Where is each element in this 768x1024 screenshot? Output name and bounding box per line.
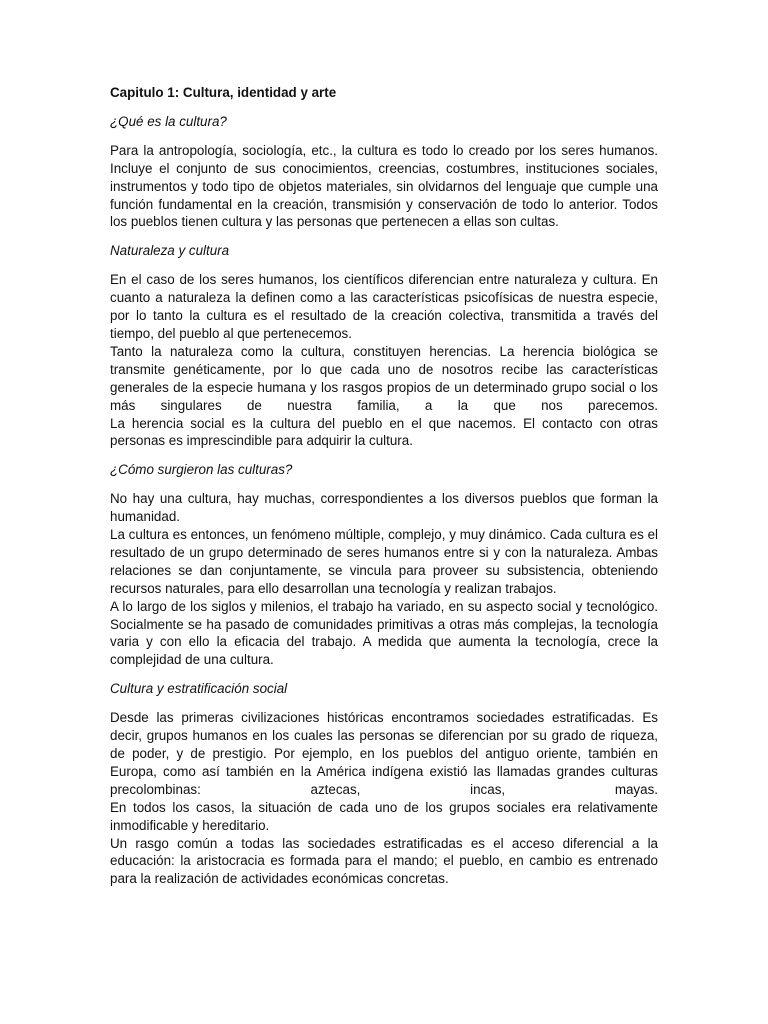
paragraph: A lo largo de los siglos y milenios, el trabajo ha variado, en su aspecto social y tecnológico. Socialmente se ha pasado de comunidades primitivas a otras más complejas, la tecnología varia y con ello la eficacia del trabajo. A medida que aumenta la tecnología, crece la complejidad de una cultura.: [110, 598, 658, 668]
section-body-cultura-y-estratificacion-social: [110, 709, 658, 888]
section-heading-que-es-la-cultura: ¿Qué es la cultura?: [110, 113, 227, 129]
section-heading-naturaleza-y-cultura: Naturaleza y cultura: [110, 243, 230, 259]
paragraph: La herencia social es la cultura del pueblo en el que nacemos. El contacto con otras personas es imprescindible para adquirir la cultura.: [110, 415, 658, 449]
paragraph: En todos los casos, la situación de cada uno de los grupos sociales era relativamente inmodificable y hereditario.: [110, 799, 658, 833]
paragraph: En el caso de los seres humanos, los científicos diferencian entre naturaleza y cultura. En cuanto a naturaleza la definen como a las características psicofísicas de nuestra especie, por lo tanto la cultura es el resultado de la creación colectiva, transmitida a través del tiempo, del pueblo al que pertenecemos.: [110, 272, 658, 341]
paragraph: Para la antropología, sociología, etc., la cultura es todo lo creado por los seres humanos. Incluye el conjunto de sus conocimientos, creencias, costumbres, instituciones sociales, instrumentos y todo tipo de objetos materiales, sin olvidarnos del lenguaje que cumple una función fundamental en la creación, transmisión y conservación de todo lo anterior. Todos los pueblos tienen cultura y las personas que pertenecen a ellas son cultas.: [110, 142, 658, 230]
section-heading-como-surgieron-las-culturas: ¿Cómo surgieron las culturas?: [110, 462, 293, 478]
paragraph: Un rasgo común a todas las sociedades estratificadas es el acceso diferencial a la educación: la aristocracia es formada para el mando; el pueblo, en cambio es entrenado para la realización de actividades económicas concretas.: [110, 835, 658, 887]
paragraph: Tanto la naturaleza como la cultura, constituyen herencias. La herencia biológica se transmite genéticamente, por lo que cada uno de nosotros recibe las características generales de la especie humana y los rasgos propios de un determinado grupo social o los más singulares de nuestra familia, a la que nos parecemos.: [110, 343, 658, 413]
paragraph: No hay una cultura, hay muchas, correspondientes a los diversos pueblos que forman la humanidad.: [110, 491, 658, 525]
section-body-que-es-la-cultura: [110, 142, 658, 232]
paragraph: Desde las primeras civilizaciones históricas encontramos sociedades estratificadas. Es decir, grupos humanos en los cuales las personas se diferencian por su grado de riqueza, de poder, y de prestigio. Por ejemplo, en los pueblos del antiguo oriente, también en Europa, como así también en la América indígena existió las llamadas grandes culturas precolombinas: aztecas, incas, mayas.: [110, 710, 658, 797]
section-heading-cultura-y-estratificacion-social: Cultura y estratificación social: [110, 681, 288, 697]
paragraph: La cultura es entonces, un fenómeno múltiple, complejo, y muy dinámico. Cada cultura es el resultado de un grupo determinado de seres humanos entre si y con la naturaleza. Ambas relaciones se dan conjuntamente, se vincula para proveer su subsistencia, obteniendo recursos naturales, para ello desarrollan una tecnología y realizan trabajos.: [110, 527, 658, 596]
section-body-naturaleza-y-cultura: [110, 271, 658, 450]
document-title: Capitulo 1: Cultura, identidad y arte: [110, 85, 337, 100]
document-page: [110, 84, 658, 899]
section-body-como-surgieron-las-culturas: [110, 490, 658, 669]
